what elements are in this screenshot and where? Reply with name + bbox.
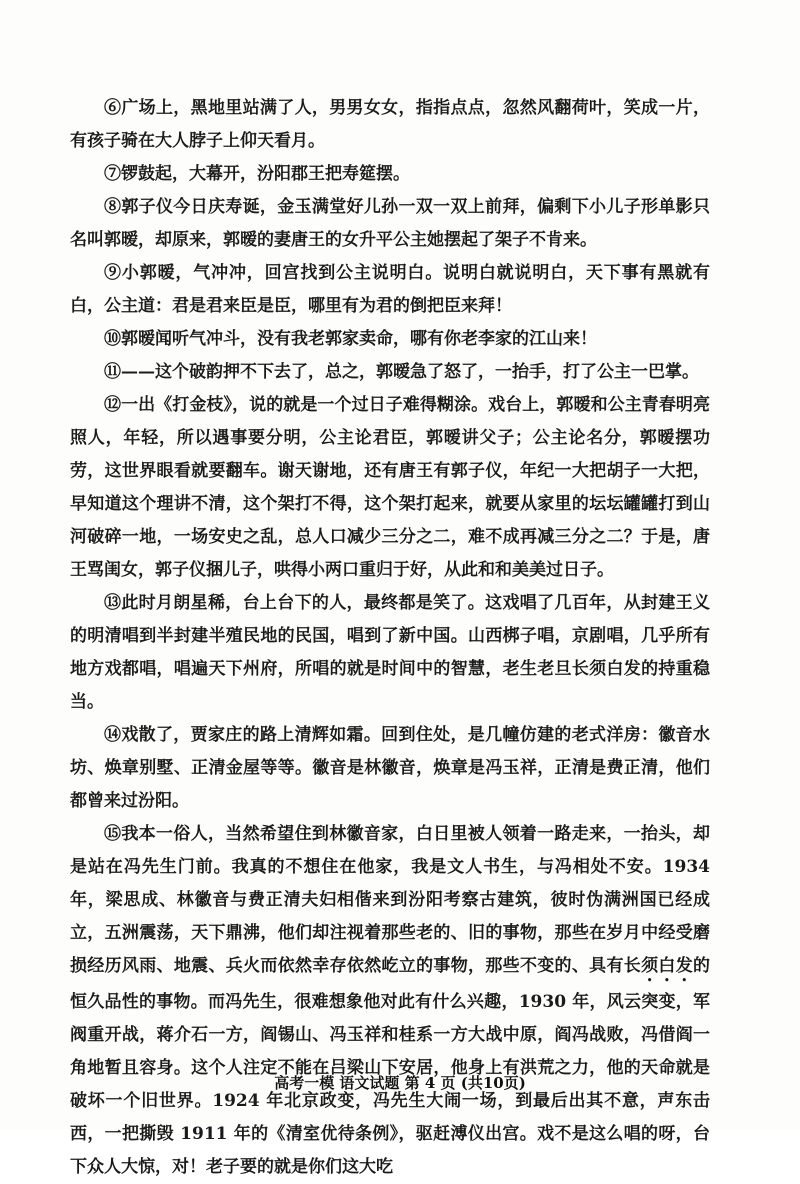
paragraph-13 [70,587,710,719]
paragraph-11 [70,356,710,389]
paragraph-6 [70,92,710,158]
paragraph-9 [70,257,710,323]
paragraph-text: 郭暧闻听气冲斗，没有我老郭家卖命，哪有你老李家的江山来！ [121,329,597,349]
paragraph-text: ——这个破韵押不下去了，总之，郭暧急了怒了，一抬手，打了公主一巴掌。 [121,362,699,382]
paragraph-text-before: 我本一俗人，当然希望住到林徽音家，白日里被人领着一路走来，一抬头，却是站在冯先生门前。我真的不想住在他家，我是文人书生，与冯相处不安。1934 年，梁思成、林徽音与费正清夫妇相偕来到汾阳考察古建筑，彼时伪满洲国已经成立，五洲震荡，天下鼎沸，他们却注视着那些老的、旧的事物，那些在岁月中经受磨损经历风雨、地震、兵火而依然幸存依然屹立的事物，那些不变的、具有长 [70,824,711,976]
passage-body [70,92,710,1184]
paragraph-number: ⑫ [104,395,122,415]
paragraph-8 [70,191,710,257]
paragraph-number: ⑭ [104,725,122,745]
emphasized-phrase: 须白发 [641,956,694,976]
paragraph-text: 小郭暧，气冲冲，回宫找到公主说明白。说明白就说明白，天下事有黑就有白，公主道：君是君来臣是臣，哪里有为君的倒把臣来拜！ [70,263,711,316]
paragraph-text: 戏散了，贾家庄的路上清辉如霜。回到住处，是几幢仿建的老式洋房：徽音水坊、焕章别墅、正清金屋等等。徽音是林徽音，焕章是冯玉祥，正清是费正清，他们都曾来过汾阳。 [70,725,711,811]
paragraph-text: 此时月朗星稀，台上台下的人，最终都是笑了。这戏唱了几百年，从封建王义的明清唱到半封建半殖民地的民国，唱到了新中国。山西梆子唱，京剧唱，几乎所有地方戏都唱，唱遍天下州府，所唱的就是时间中的智慧，老生老旦长须白发的持重稳当。 [70,593,711,712]
paragraph-number: ⑨ [104,263,122,283]
paragraph-text: 郭子仪今日庆寿诞，金玉满堂好儿孙一双一双上前拜，偏剩下小儿子形单影只名叫郭暧，却原来，郭暧的妻唐王的女升平公主她摆起了架子不肯来。 [70,197,711,250]
paragraph-number: ⑬ [104,593,122,613]
paragraph-number: ⑮ [104,824,122,844]
page-footer: 高考一模 语文试题 第 4 页 (共10页) [274,1074,526,1092]
paragraph-text-after: 的恒久品性的事物。而冯先生，很难想象他对此有什么兴趣，1930 年，风云突变，军阀重开战，蒋介石一方，阎锡山、冯玉祥和桂系一方大战中原，阎冯战败，冯借阎一角地暂且容身。这个人注定不能在吕梁山下安居，他身上有洪荒之力，他的天命就是破坏一个旧世界。1924 年北京政变，冯先生大闹一场，到最后出其不意，声东击西，一把撕毁 1911 年的《清室优待条例》，驱赶溥仪出宫。戏不是这么唱的呀，台下众人大惊，对！老子要的就是你们这大吃 [70,956,711,1177]
paragraph-number: ⑧ [104,197,122,217]
paragraph-text: 锣鼓起，大幕开，汾阳郡王把寿筵摆。 [121,164,410,184]
paragraph-number: ⑩ [104,329,121,349]
paragraph-10 [70,323,710,356]
paragraph-number: ⑦ [104,164,121,184]
paragraph-7 [70,158,710,191]
paragraph-number: ⑥ [104,98,122,118]
paragraph-text: 一出《打金枝》，说的就是一个过日子难得糊涂。戏台上，郭暧和公主青春明亮照人，年轻，所以遇事要分明，公主论君臣，郭暧讲父子；公主论名分，郭暧摆功劳，这世界眼看就要翻车。谢天谢地，还有唐王有郭子仪，年纪一大把胡子一大把，早知道这个理讲不清，这个架打不得，这个架打起来，就要从家里的坛坛罐罐打到山河破碎一地，一场安史之乱，总人口减少三分之二，难不成再减三分之二？于是，唐王骂闺女，郭子仪捆儿子，哄得小两口重归于好，从此和和美美过日子。 [70,395,711,580]
paragraph-14 [70,719,710,818]
paragraph-12 [70,389,710,587]
paragraph-15 [70,818,710,1184]
paragraph-text: 广场上，黑地里站满了人，男男女女，指指点点，忽然风翻荷叶，笑成一片，有孩子骑在大人脖子上仰天看月。 [70,98,711,151]
paragraph-number: ⑪ [104,362,121,382]
